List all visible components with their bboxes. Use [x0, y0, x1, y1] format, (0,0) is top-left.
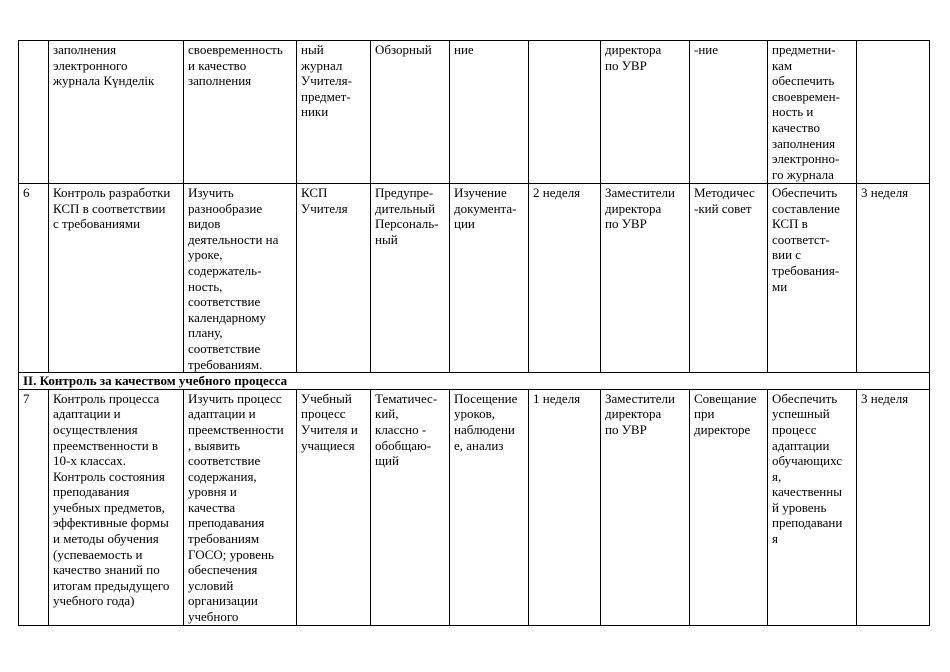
plan-table	[18, 40, 930, 626]
decision-cell: Обеспечить составление КСП в соответст- вии с требования- ми	[768, 184, 857, 373]
review-place-cell: -ние	[690, 41, 768, 184]
timing-cell: 2 неделя	[529, 184, 601, 373]
row-number: 7	[19, 389, 49, 625]
section-title: II. Контроль за качеством учебного процесса	[19, 373, 930, 390]
object-cell: ный журнал Учителя- предмет- ники	[297, 41, 371, 184]
responsible-cell: Заместители директора по УВР	[601, 184, 690, 373]
method-cell: ние	[450, 41, 529, 184]
review-place-cell: Методичес -кий совет	[690, 184, 768, 373]
method-cell: Посещение уроков, наблюдени е, анализ	[450, 389, 529, 625]
table-row	[19, 41, 930, 184]
responsible-cell: Заместители директора по УВР	[601, 389, 690, 625]
timing-cell: 1 неделя	[529, 389, 601, 625]
method-cell: Изучение документа- ции	[450, 184, 529, 373]
section-header-row	[19, 373, 930, 390]
object-cell: Учебный процесс Учителя и учащиеся	[297, 389, 371, 625]
table-row	[19, 389, 930, 625]
decision-cell: предметни- кам обеспечить своевремен- ность и качество заполнения электронно- го журнала	[768, 41, 857, 184]
row-number	[19, 41, 49, 184]
responsible-cell: директора по УВР	[601, 41, 690, 184]
timing-cell	[529, 41, 601, 184]
topic-cell: заполнения электронного журнала Күнделік	[49, 41, 184, 184]
control-type-cell: Тематичес- кий, классно - обобщаю- щий	[371, 389, 450, 625]
object-cell: КСП Учителя	[297, 184, 371, 373]
control-type-cell: Обзорный	[371, 41, 450, 184]
topic-cell: Контроль процесса адаптации и осуществления преемственности в 10-х классах. Контроль состояния преподавания учебных предметов, эффективные формы и методы обучения (успеваемость и качество знаний по итогам предыдущего учебного года)	[49, 389, 184, 625]
goal-cell: Изучить процесс адаптации и преемственности , выявить соответствие содержания, уровня и качества преподавания требованиям ГОСО; уровень обеспечения условий организации учебного	[184, 389, 297, 625]
result-timing-cell: 3 неделя	[857, 184, 930, 373]
goal-cell: своевременность и качество заполнения	[184, 41, 297, 184]
row-number: 6	[19, 184, 49, 373]
result-timing-cell	[857, 41, 930, 184]
result-timing-cell: 3 неделя	[857, 389, 930, 625]
topic-cell: Контроль разработки КСП в соответствии с требованиями	[49, 184, 184, 373]
goal-cell: Изучить разнообразие видов деятельности на уроке, содержатель- ность, соответствие календарному плану, соответствие требованиям.	[184, 184, 297, 373]
decision-cell: Обеспечить успешный процесс адаптации обучающихс я, качественны й уровень преподавани я	[768, 389, 857, 625]
review-place-cell: Совещание при директоре	[690, 389, 768, 625]
control-type-cell: Предупре- дительный Персональ- ный	[371, 184, 450, 373]
table-row	[19, 184, 930, 373]
